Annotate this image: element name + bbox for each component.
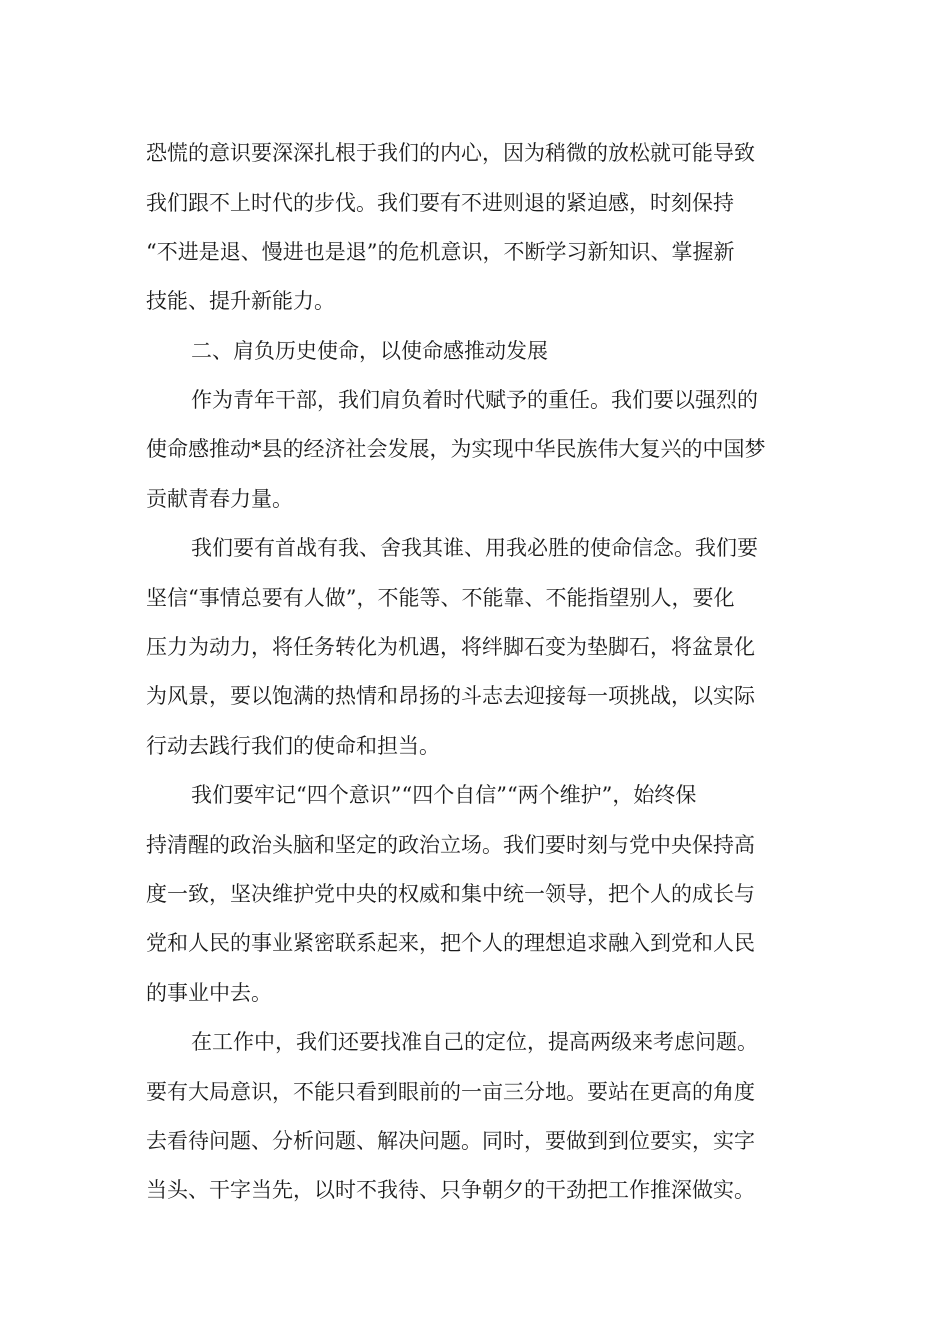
paragraph-4-line-1: 我们要牢记“四个意识”“四个自信”“两个维护”，始终保	[191, 783, 697, 807]
paragraph-5-line-2: 要有大局意识，不能只看到眼前的一亩三分地。要站在更高的角度	[146, 1080, 755, 1104]
paragraph-5-line-4: 当头、干字当先，以时不我待、只争朝夕的干劲把工作推深做实。	[146, 1178, 755, 1202]
paragraph-2-line-2: 使命感推动*县的经济社会发展，为实现中华民族伟大复兴的中国梦	[146, 437, 766, 461]
paragraph-3-line-4: 为风景，要以饱满的热情和昂扬的斗志去迎接每一项挑战，以实际	[146, 684, 755, 708]
paragraph-5-line-1: 在工作中，我们还要找准自己的定位，提高两级来考虑问题。	[191, 1030, 758, 1054]
paragraph-3-line-3: 压力为动力，将任务转化为机遇，将绊脚石变为垫脚石，将盆景化	[146, 635, 755, 659]
paragraph-4-line-5: 的事业中去。	[146, 981, 272, 1005]
paragraph-3-line-2: 坚信“事情总要有人做”，不能等、不能靠、不能指望别人，要化	[146, 586, 735, 610]
paragraph-4-line-2: 持清醒的政治头脑和坚定的政治立场。我们要时刻与党中央保持高	[146, 833, 755, 857]
paragraph-5-line-3: 去看待问题、分析问题、解决问题。同时，要做到到位要实，实字	[146, 1129, 755, 1153]
paragraph-1-line-3: “不进是退、慢进也是退”的危机意识，不断学习新知识、掌握新	[146, 240, 735, 264]
paragraph-2-line-3: 贡献青春力量。	[146, 487, 293, 511]
paragraph-3-line-1: 我们要有首战有我、舍我其谁、用我必胜的使命信念。我们要	[191, 536, 758, 560]
paragraph-4-line-4: 党和人民的事业紧密联系起来，把个人的理想追求融入到党和人民	[146, 931, 755, 955]
paragraph-1-line-4: 技能、提升新能力。	[146, 289, 335, 313]
paragraph-1-line-1: 恐慌的意识要深深扎根于我们的内心，因为稍微的放松就可能导致	[146, 141, 755, 165]
section-heading: 二、肩负历史使命，以使命感推动发展	[191, 339, 548, 363]
paragraph-2-line-1: 作为青年干部，我们肩负着时代赋予的重任。我们要以强烈的	[191, 388, 758, 412]
paragraph-4-line-3: 度一致，坚决维护党中央的权威和集中统一领导，把个人的成长与	[146, 882, 755, 906]
paragraph-1-line-2: 我们跟不上时代的步伐。我们要有不进则退的紧迫感，时刻保持	[146, 191, 734, 215]
paragraph-3-line-5: 行动去践行我们的使命和担当。	[146, 734, 440, 758]
